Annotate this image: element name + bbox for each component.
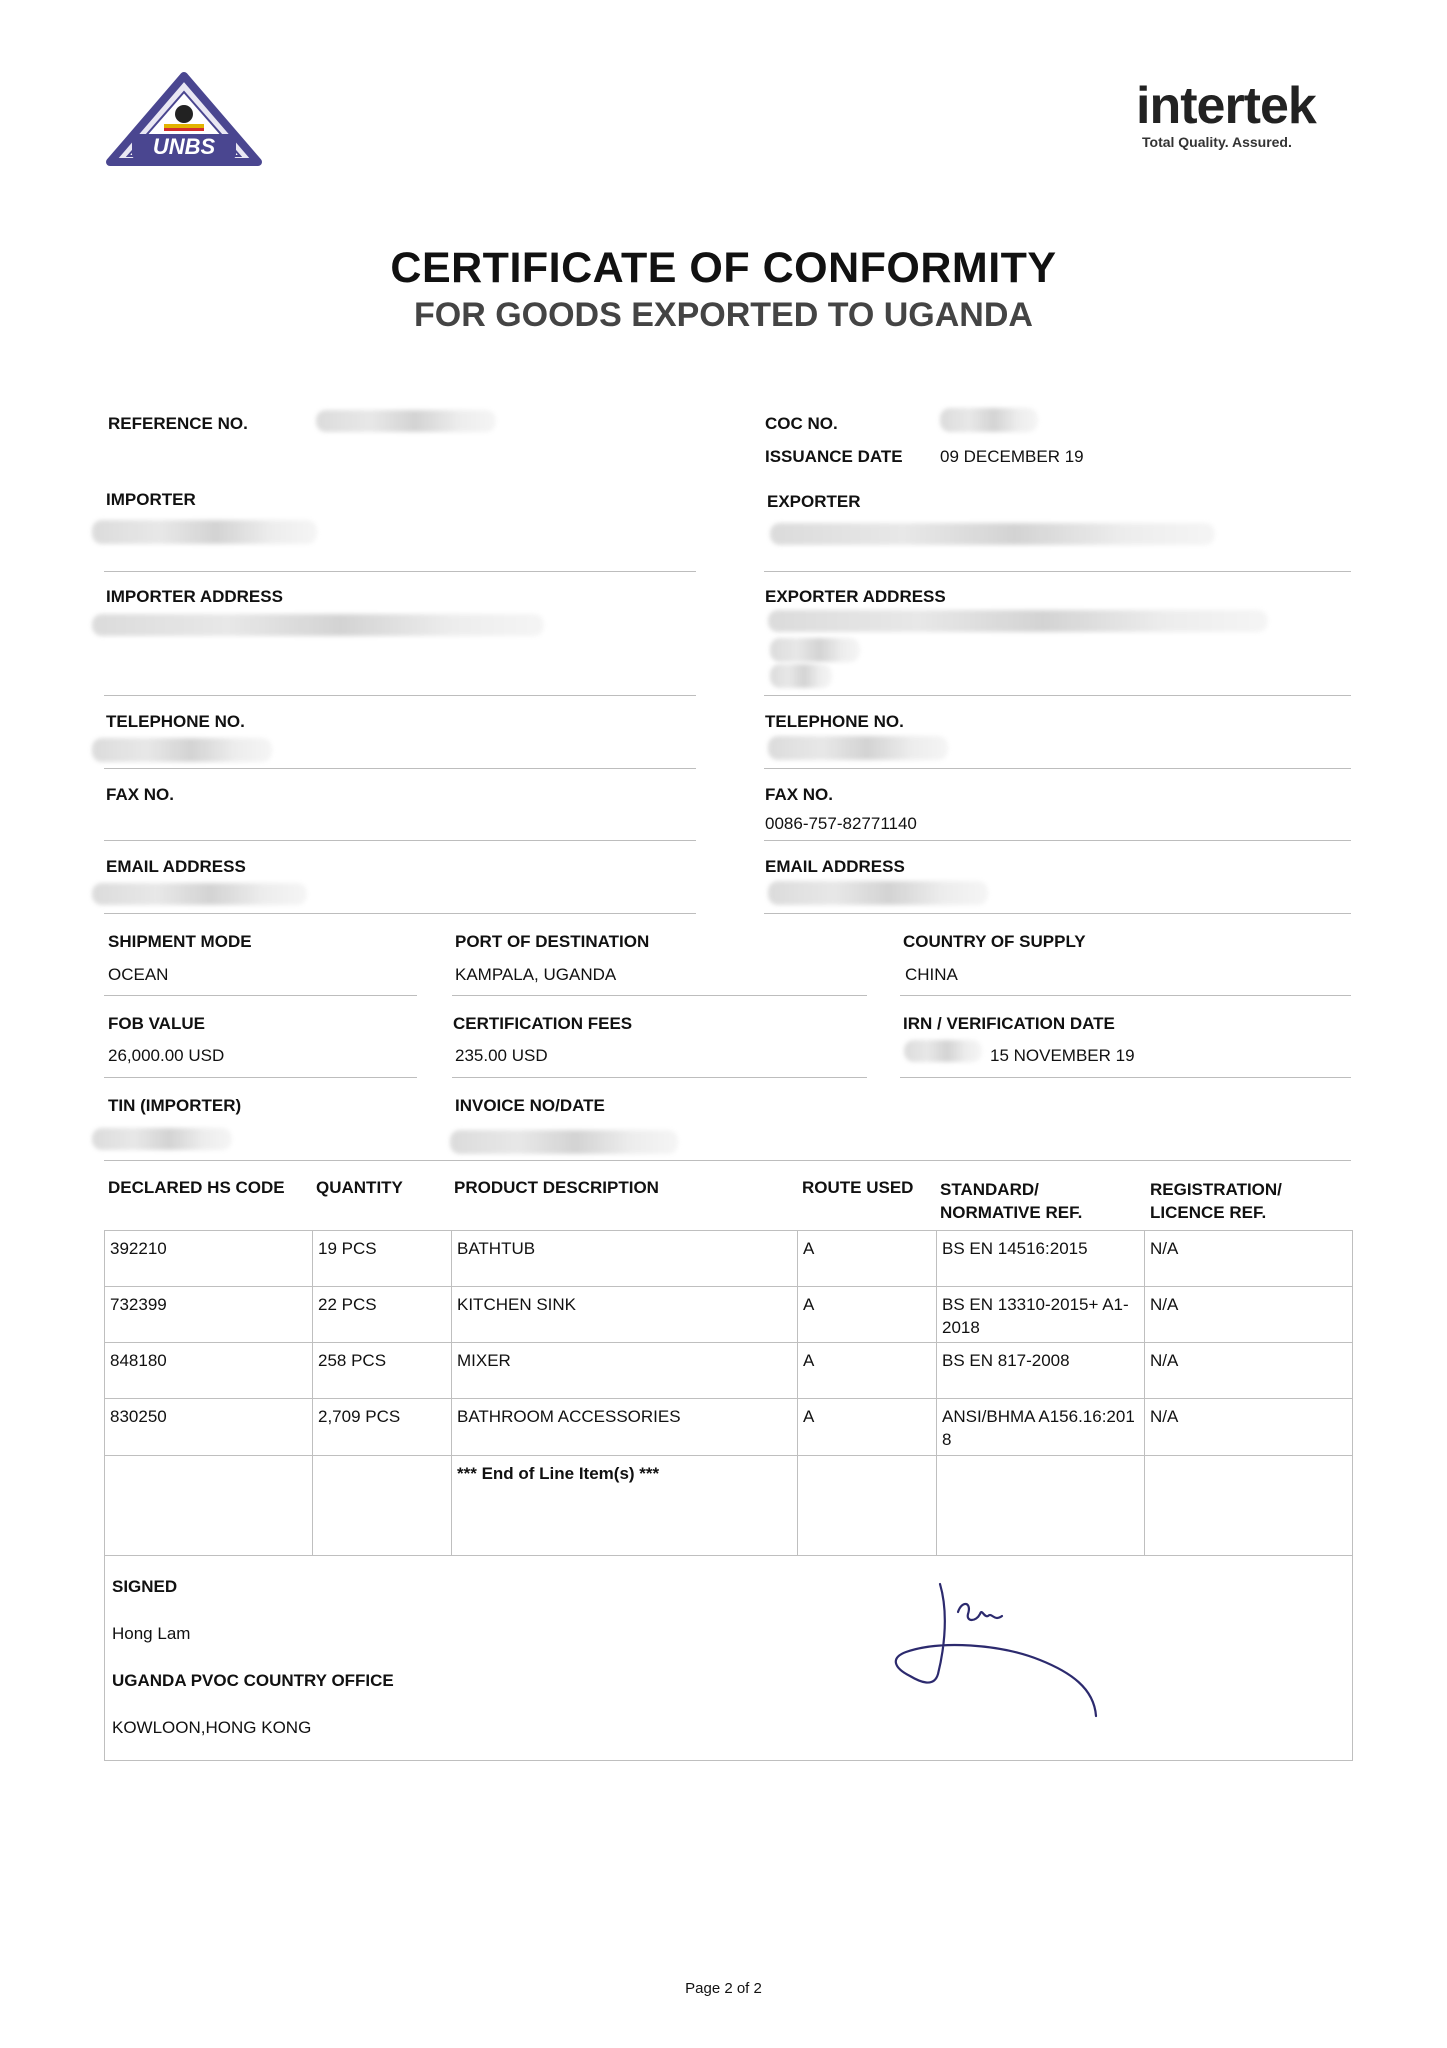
certification-fees-label: CERTIFICATION FEES — [453, 1014, 633, 1033]
col-header-route-used: ROUTE USED — [802, 1178, 914, 1197]
redacted-importer-telephone — [92, 738, 272, 762]
country-of-supply-label: COUNTRY OF SUPPLY — [903, 932, 1086, 951]
redacted-invoice — [450, 1130, 678, 1154]
intertek-wordmark: intertek — [1136, 77, 1316, 135]
quantity-cell: 22 PCS — [313, 1287, 452, 1343]
description-cell: BATHTUB — [452, 1231, 798, 1287]
registration-cell: N/A — [1145, 1231, 1353, 1287]
registration-cell: N/A — [1145, 1399, 1353, 1456]
unbs-logo — [104, 70, 264, 170]
issuance-date-label: ISSUANCE DATE — [765, 447, 903, 466]
irn-verification-date-label: IRN / VERIFICATION DATE — [903, 1014, 1115, 1033]
redacted-importer-email — [92, 883, 307, 905]
route-cell: A — [798, 1287, 937, 1343]
signed-label: SIGNED — [112, 1577, 178, 1596]
redacted-irn — [904, 1040, 982, 1062]
redacted-exporter-telephone — [768, 736, 948, 760]
handwritten-signature — [880, 1578, 1120, 1728]
end-of-line-items-note: *** End of Line Item(s) *** — [452, 1456, 798, 1556]
importer-label: IMPORTER — [106, 490, 196, 509]
office-location: KOWLOON,HONG KONG — [112, 1718, 312, 1737]
exporter-telephone-label: TELEPHONE NO. — [765, 712, 904, 731]
port-of-destination-value: KAMPALA, UGANDA — [455, 965, 617, 984]
registration-cell: N/A — [1145, 1287, 1353, 1343]
quantity-cell: 19 PCS — [313, 1231, 452, 1287]
office-name: UGANDA PVOC COUNTRY OFFICE — [112, 1671, 394, 1690]
svg-text:UNBS: UNBS — [152, 134, 216, 159]
col-header-standard: STANDARD/ NORMATIVE REF. — [940, 1180, 1083, 1222]
registration-cell: N/A — [1145, 1343, 1353, 1399]
standard-cell: BS EN 817-2008 — [937, 1343, 1145, 1399]
page-number: Page 2 of 2 — [685, 1980, 762, 1997]
fob-value-label: FOB VALUE — [108, 1014, 205, 1033]
description-cell: MIXER — [452, 1343, 798, 1399]
coc-no-label: COC NO. — [765, 414, 838, 433]
signer-name: Hong Lam — [112, 1624, 191, 1643]
col-header-quantity: QUANTITY — [316, 1178, 403, 1197]
redacted-exporter-address-line3 — [770, 664, 832, 688]
route-cell: A — [798, 1231, 937, 1287]
col-header-hs-code: DECLARED HS CODE — [108, 1178, 285, 1197]
document-title: CERTIFICATE OF CONFORMITY — [390, 244, 1057, 292]
table-row-end — [105, 1456, 1353, 1556]
reference-no-label: REFERENCE NO. — [108, 414, 248, 433]
exporter-fax-label: FAX NO. — [765, 785, 834, 804]
tin-importer-label: TIN (IMPORTER) — [108, 1096, 242, 1115]
exporter-address-label: EXPORTER ADDRESS — [765, 587, 946, 606]
invoice-no-date-label: INVOICE NO/DATE — [455, 1096, 605, 1115]
redacted-importer-address — [92, 614, 544, 636]
table-row — [105, 1343, 1353, 1399]
redacted-importer — [92, 520, 317, 544]
col-header-registration: REGISTRATION/ LICENCE REF. — [1150, 1180, 1282, 1222]
importer-fax-label: FAX NO. — [106, 785, 175, 804]
quantity-cell: 2,709 PCS — [313, 1399, 452, 1456]
certification-fees-value: 235.00 USD — [455, 1046, 548, 1065]
route-cell: A — [798, 1343, 937, 1399]
shipment-mode-label: SHIPMENT MODE — [108, 932, 252, 951]
redacted-exporter-address-line1 — [768, 610, 1268, 632]
hs-code-cell: 848180 — [105, 1343, 313, 1399]
redacted-exporter-address-line2 — [770, 638, 860, 662]
line-items-table — [104, 1230, 1353, 1556]
route-cell: A — [798, 1399, 937, 1456]
redacted-exporter — [770, 523, 1215, 545]
importer-email-label: EMAIL ADDRESS — [106, 857, 246, 876]
intertek-logo — [1136, 78, 1356, 164]
redacted-coc-no — [940, 408, 1038, 432]
exporter-label: EXPORTER — [767, 492, 861, 511]
verification-date-value: 15 NOVEMBER 19 — [990, 1046, 1135, 1065]
importer-address-label: IMPORTER ADDRESS — [106, 587, 283, 606]
hs-code-cell: 392210 — [105, 1231, 313, 1287]
country-of-supply-value: CHINA — [905, 965, 958, 984]
standard-cell: BS EN 13310-2015+ A1-2018 — [937, 1287, 1145, 1343]
exporter-fax-value: 0086-757-82771140 — [765, 814, 917, 833]
table-row — [105, 1231, 1353, 1287]
hs-code-cell: 732399 — [105, 1287, 313, 1343]
importer-telephone-label: TELEPHONE NO. — [106, 712, 245, 731]
table-row — [105, 1287, 1353, 1343]
description-cell: BATHROOM ACCESSORIES — [452, 1399, 798, 1456]
redacted-reference-no — [316, 410, 496, 432]
intertek-tagline: Total Quality. Assured. — [1142, 134, 1292, 150]
description-cell: KITCHEN SINK — [452, 1287, 798, 1343]
exporter-email-label: EMAIL ADDRESS — [765, 857, 905, 876]
issuance-date-value: 09 DECEMBER 19 — [940, 447, 1084, 466]
port-of-destination-label: PORT OF DESTINATION — [455, 932, 650, 951]
quantity-cell: 258 PCS — [313, 1343, 452, 1399]
redacted-exporter-email — [768, 881, 988, 905]
document-subtitle: FOR GOODS EXPORTED TO UGANDA — [414, 296, 1033, 334]
fob-value-value: 26,000.00 USD — [108, 1046, 225, 1065]
shipment-mode-value: OCEAN — [108, 965, 169, 984]
hs-code-cell: 830250 — [105, 1399, 313, 1456]
col-header-product-description: PRODUCT DESCRIPTION — [454, 1178, 659, 1197]
standard-cell: ANSI/BHMA A156.16:201 8 — [937, 1399, 1145, 1456]
table-row — [105, 1399, 1353, 1456]
standard-cell: BS EN 14516:2015 — [937, 1231, 1145, 1287]
redacted-tin — [92, 1128, 232, 1150]
